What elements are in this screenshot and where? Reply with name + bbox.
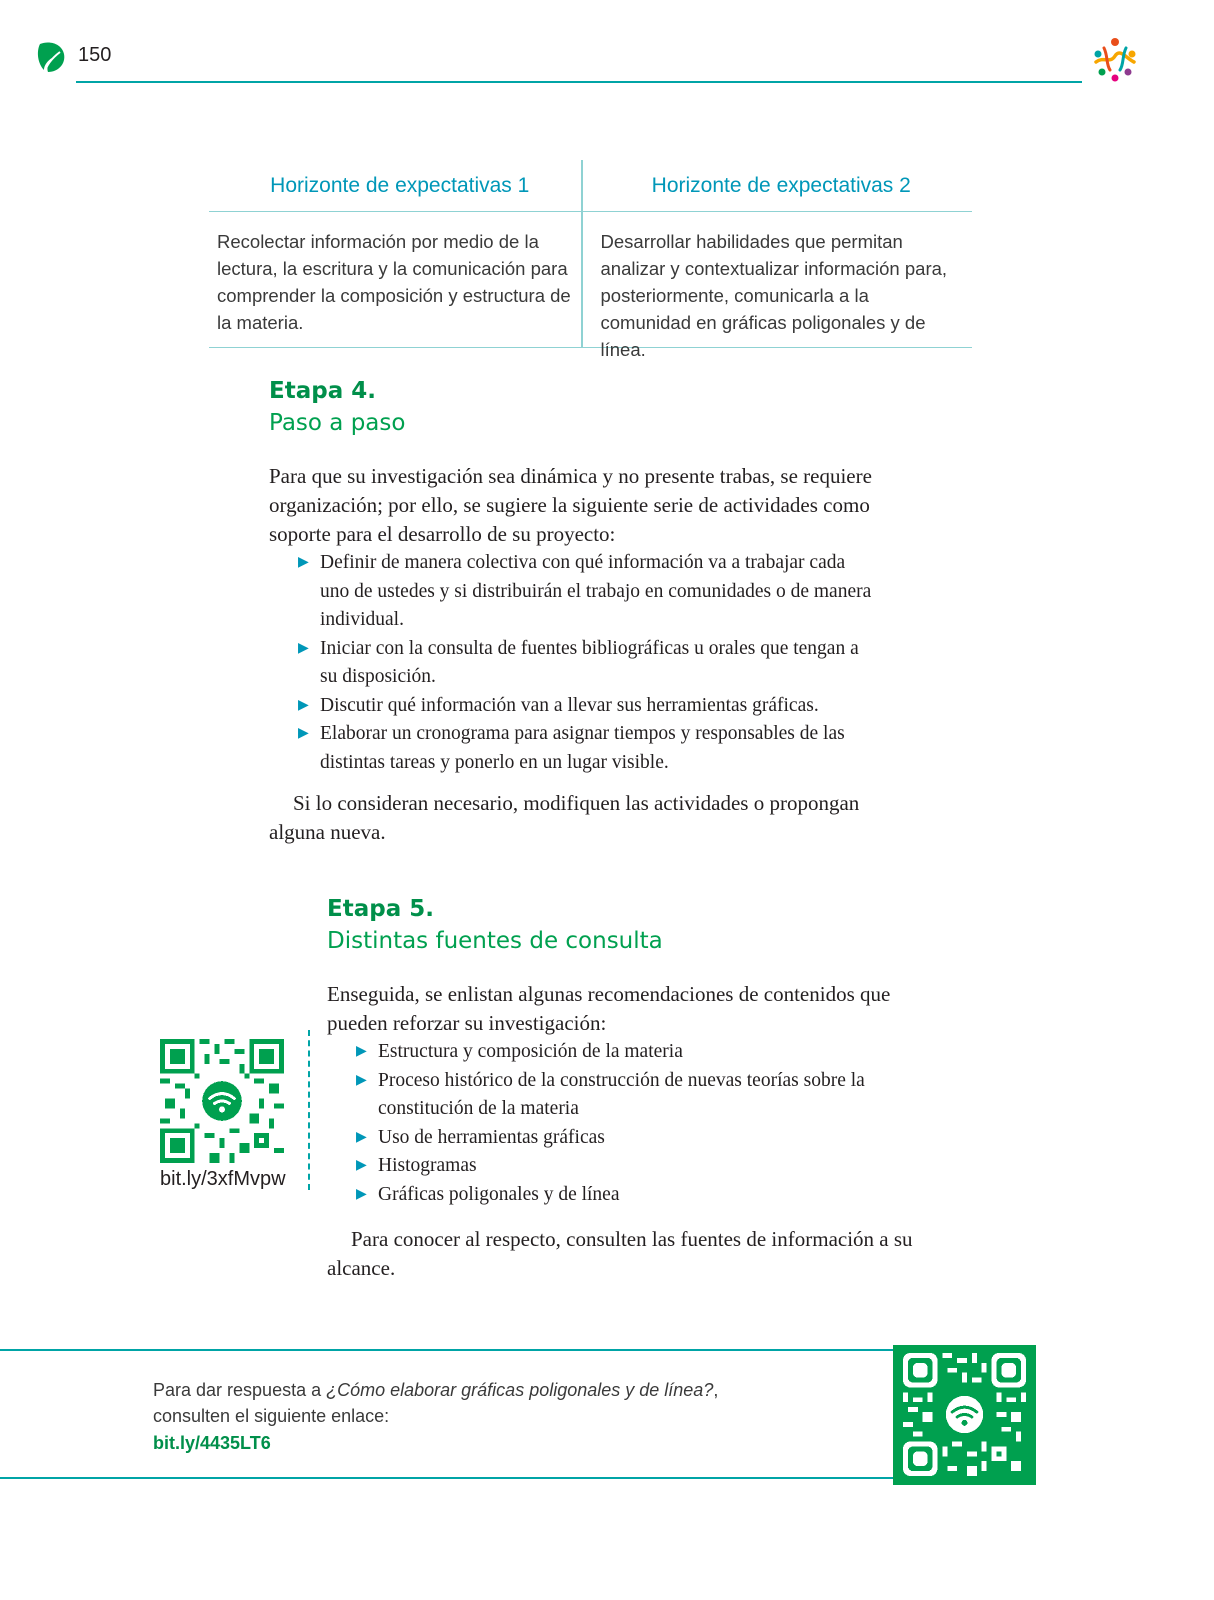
stage-5-subtitle: Distintas fuentes de consulta: [327, 928, 663, 954]
list-item: [354, 1152, 914, 1181]
bullet-arrow-icon: ▶: [356, 1072, 367, 1088]
qr-code-icon: [903, 1353, 1026, 1476]
stage-4-title: Etapa 4.: [269, 378, 376, 404]
stage-5-section: [327, 896, 947, 1283]
footer-text-line2: consulten el siguiente enlace:: [153, 1406, 390, 1426]
header-rule: [76, 81, 1082, 83]
list-item: [354, 1181, 914, 1210]
expectations-header-row: [209, 160, 972, 212]
stage-5-title: Etapa 5.: [327, 896, 434, 922]
dashed-divider: [308, 1030, 310, 1190]
bullet-arrow-icon: ▶: [356, 1044, 367, 1059]
expectations-table: [209, 160, 972, 360]
list-item-text: Elaborar un cronograma para asignar tiempos y responsables de las distintas tareas y ponerlo en un lugar visible.: [320, 723, 845, 773]
bullet-arrow-icon: ▶: [298, 640, 309, 656]
list-item-text: Gráficas poligonales y de línea: [378, 1183, 620, 1205]
list-item: [296, 692, 876, 721]
stage-5-intro: Enseguida, se enlistan algunas recomendaciones de contenidos que pueden reforzar su investigación:: [327, 982, 891, 1035]
leaf-icon: [36, 40, 68, 76]
list-item-text: Definir de manera colectiva con qué información va a trabajar cada uno de ustedes y si distribuirán el trabajo en comunidades o de manera individual.: [320, 552, 872, 630]
list-item: [296, 720, 876, 777]
footer-qr-code[interactable]: [893, 1345, 1036, 1485]
footer-question: ¿Cómo elaborar gráficas poligonales y de línea?: [326, 1380, 714, 1400]
stage-5-outro: Para conocer al respecto, consulten las fuentes de información a su alcance.: [327, 1227, 913, 1280]
list-item: [296, 549, 876, 635]
list-item: [354, 1124, 914, 1153]
bullet-arrow-icon: ▶: [298, 555, 309, 570]
list-item-text: Uso de herramientas gráficas: [378, 1126, 605, 1148]
list-item: [296, 635, 876, 692]
page-header: [0, 0, 1214, 90]
list-item-text: Estructura y composición de la materia: [378, 1041, 683, 1062]
expectations-header-2: Horizonte de expectativas 2: [651, 173, 911, 197]
list-item: [354, 1067, 914, 1124]
bullet-arrow-icon: ▶: [356, 1129, 367, 1145]
expectations-cell-2: Desarrollar habilidades que permitan analizar y contextualizar información para, posteriormente, comunicarla a la comunidad en gráficas poligonales y de línea.: [600, 231, 948, 360]
qr-code-icon[interactable]: [160, 1039, 284, 1163]
stage-4-outro: Si lo consideran necesario, modifiquen las actividades o propongan alguna nueva.: [269, 791, 860, 844]
expectations-cell-1: Recolectar información por medio de la lectura, la escritura y la comunicación para comprender la composición y estructura de la materia.: [217, 231, 571, 333]
bullet-arrow-icon: ▶: [356, 1186, 367, 1202]
footer-text: [153, 1377, 853, 1429]
stage-5-bullet-list: [354, 1038, 914, 1209]
list-item-text: Histogramas: [378, 1155, 477, 1176]
stage-4-section: [269, 378, 909, 847]
stage-4-intro: Para que su investigación sea dinámica y no presente trabas, se requiere organización; por ello, se sugiere la siguiente serie de actividades como soporte para el desarrollo de su proyecto:: [269, 464, 872, 546]
qr-link-text[interactable]: bit.ly/3xfMvpw: [160, 1168, 286, 1190]
footer-text-start: Para dar respuesta a: [153, 1380, 327, 1400]
list-item-text: Iniciar con la consulta de fuentes bibliográficas u orales que tengan a su disposición.: [320, 637, 859, 687]
footer-text-comma: ,: [713, 1380, 719, 1400]
page-number: 150: [78, 44, 112, 66]
bullet-arrow-icon: ▶: [298, 697, 309, 713]
bullet-arrow-icon: ▶: [298, 726, 309, 741]
footer-box: [0, 1349, 1036, 1479]
list-item: [354, 1038, 914, 1067]
expectations-body-row: [209, 212, 972, 360]
colorful-people-logo-icon: [1088, 34, 1142, 88]
table-column-divider: [581, 160, 583, 348]
list-item-text: Proceso histórico de la construcción de nuevas teorías sobre la constitución de la materia: [378, 1069, 865, 1119]
stage-4-subtitle: Paso a paso: [269, 410, 406, 436]
expectations-header-1: Horizonte de expectativas 1: [270, 173, 530, 197]
stage-4-bullet-list: [296, 549, 876, 777]
footer-link[interactable]: bit.ly/4435LT6: [153, 1433, 271, 1453]
list-item-text: Discutir qué información van a llevar sus herramientas gráficas.: [320, 694, 819, 716]
bullet-arrow-icon: ▶: [356, 1158, 367, 1173]
